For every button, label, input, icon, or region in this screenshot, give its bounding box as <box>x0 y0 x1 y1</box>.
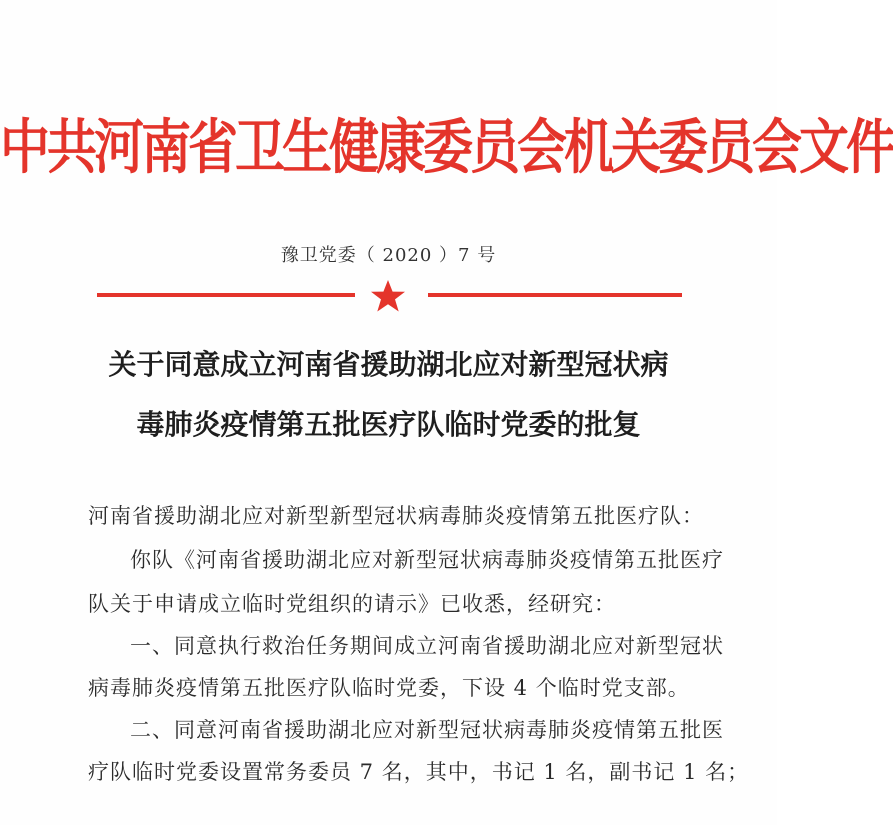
reply-title-line-2: 毒肺炎疫情第五批医疗队临时党委的批复 <box>136 408 641 441</box>
body-line: 一、同意执行救治任务期间成立河南省援助湖北应对新型冠状 <box>130 634 724 658</box>
body-line: 二、同意河南省援助湖北应对新型冠状病毒肺炎疫情第五批医 <box>130 718 724 742</box>
body-line: 你队《河南省援助湖北应对新型冠状病毒肺炎疫情第五批医疗 <box>130 548 724 572</box>
document-number: 豫卫党委（ 2020 ）7 号 <box>280 245 497 266</box>
red-divider-right <box>428 293 682 297</box>
document-header-title: 中共河南省卫生健康委员会机关委员会文件 <box>0 112 893 182</box>
star-icon <box>368 279 408 313</box>
body-line: 疗队临时党委设置常务委员 7 名，其中，书记 1 名，副书记 1 名； <box>88 760 750 784</box>
body-line-addressee: 河南省援助湖北应对新型新型冠状病毒肺炎疫情第五批医疗队： <box>88 504 704 528</box>
reply-title-line-1: 关于同意成立河南省援助湖北应对新型冠状病 <box>108 348 669 381</box>
body-line: 队关于申请成立临时党组织的请示》已收悉，经研究： <box>88 592 616 616</box>
red-divider-left <box>97 293 355 297</box>
body-line: 病毒肺炎疫情第五批医疗队临时党委，下设 4 个临时党支部。 <box>88 676 690 700</box>
